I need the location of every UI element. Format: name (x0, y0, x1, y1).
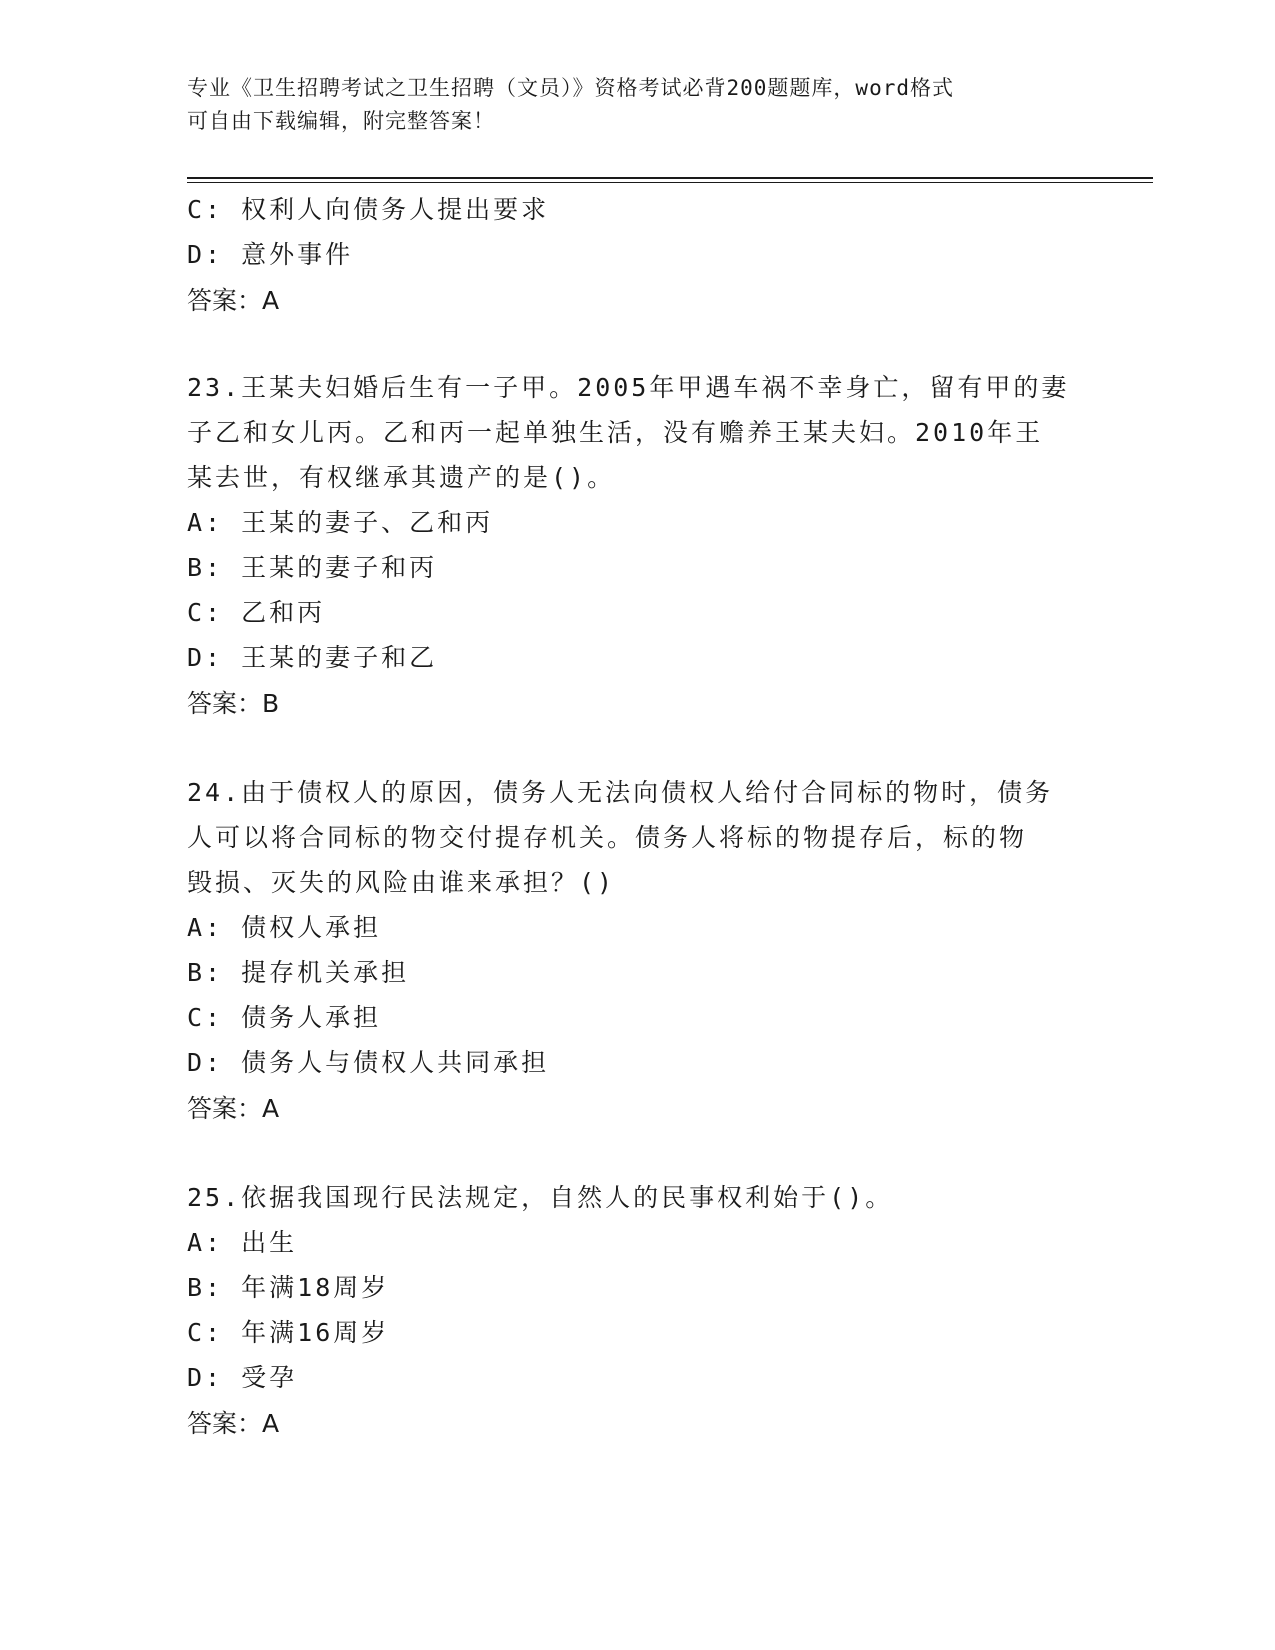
q24-option-b: B: 提存机关承担 (187, 958, 410, 987)
document-header (187, 72, 1067, 138)
header-divider-thin (187, 182, 1153, 183)
q23-stem-line-1: 23.王某夫妇婚后生有一子甲。2005年甲遇车祸不幸身亡，留有甲的妻 (187, 373, 1070, 402)
prev-option-d: D: 意外事件 (187, 240, 354, 269)
header-divider-thick (187, 177, 1153, 179)
q23-stem-line-2: 子乙和女儿丙。乙和丙一起单独生活，没有赡养王某夫妇。2010年王 (187, 418, 1044, 447)
q25-option-b: B: 年满18周岁 (187, 1273, 390, 1302)
q25-answer: 答案：A (187, 1409, 280, 1438)
header-line-2: 可自由下载编辑，附完整答案！ (187, 109, 495, 133)
q23-option-a: A: 王某的妻子、乙和丙 (187, 508, 494, 537)
q24-stem-line-2: 人可以将合同标的物交付提存机关。债务人将标的物提存后，标的物 (187, 823, 1028, 852)
q24-option-c: C: 债务人承担 (187, 1003, 382, 1032)
q24-option-a: A: 债权人承担 (187, 913, 382, 942)
q23-option-b: B: 王某的妻子和丙 (187, 553, 438, 582)
header-line-1: 专业《卫生招聘考试之卫生招聘（文员）》资格考试必背200题题库，word格式 (187, 76, 954, 100)
q25-stem-line-1: 25.依据我国现行民法规定，自然人的民事权利始于()。 (187, 1183, 894, 1212)
q23-option-d: D: 王某的妻子和乙 (187, 643, 438, 672)
q24-answer: 答案：A (187, 1094, 280, 1123)
prev-option-c: C: 权利人向债务人提出要求 (187, 195, 550, 224)
q23-stem-line-3: 某去世，有权继承其遗产的是()。 (187, 463, 616, 492)
q25-option-a: A: 出生 (187, 1228, 298, 1257)
q24-option-d: D: 债务人与债权人共同承担 (187, 1048, 550, 1077)
q25-option-d: D: 受孕 (187, 1363, 298, 1392)
prev-answer: 答案：A (187, 286, 280, 315)
q25-option-c: C: 年满16周岁 (187, 1318, 390, 1347)
q24-stem-line-1: 24.由于债权人的原因，债务人无法向债权人给付合同标的物时，债务 (187, 778, 1054, 807)
q24-stem-line-3: 毁损、灭失的风险由谁来承担？() (187, 868, 616, 897)
q23-answer: 答案：B (187, 689, 280, 718)
q23-option-c: C: 乙和丙 (187, 598, 326, 627)
